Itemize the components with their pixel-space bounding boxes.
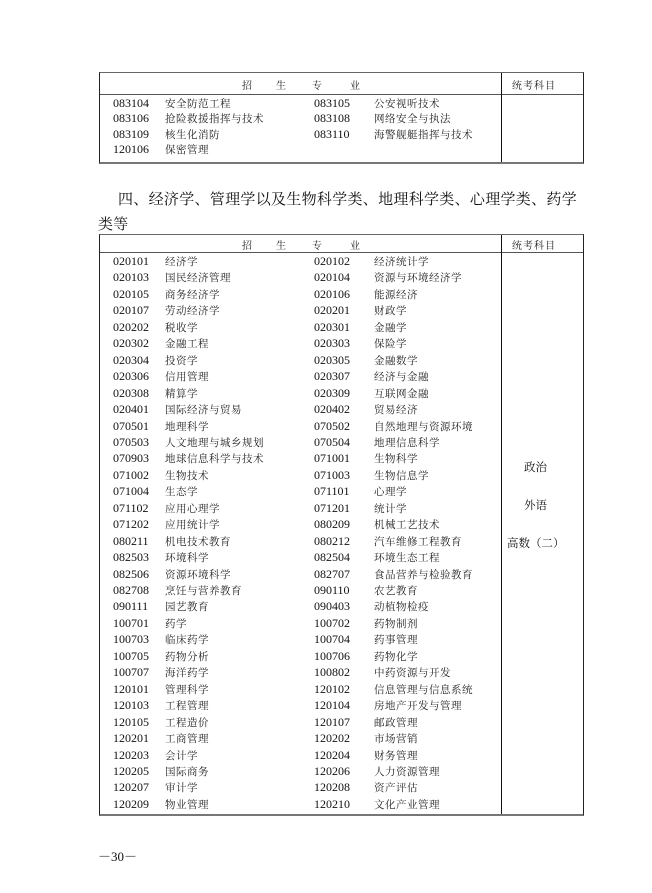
major-name: 机械工艺技术: [374, 519, 440, 532]
major-name: 药学: [165, 617, 187, 630]
table-row: [100, 731, 500, 747]
table-row: [100, 287, 500, 303]
major-name: 海警舰艇指挥与技术: [374, 128, 473, 141]
major-code: 120103: [113, 698, 149, 713]
major-name: 保险学: [374, 338, 407, 351]
table-row: [100, 451, 500, 467]
major-code: 120210: [314, 796, 350, 811]
major-code: 090110: [314, 583, 350, 597]
major-name: 食品营养与检验教育: [374, 568, 473, 581]
table-row: [100, 649, 500, 665]
table-row: [100, 386, 500, 402]
major-name: 应用心理学: [165, 502, 220, 515]
major-name: 机电技术教育: [165, 535, 231, 548]
major-name: 烹饪与营养教育: [165, 585, 242, 597]
major-code: 020402: [314, 402, 350, 417]
major-code: 082708: [113, 583, 149, 597]
major-code: 120206: [314, 763, 350, 778]
major-code: 020303: [314, 336, 350, 351]
major-name: 国民经济管理: [165, 272, 231, 285]
table-row: [100, 468, 500, 484]
major-name: 金融学: [374, 321, 407, 334]
table-row: [100, 402, 500, 418]
subjects-header: 统考科目: [512, 241, 556, 252]
major-name: 园艺教育: [165, 601, 209, 614]
major-name: 能源经济: [374, 288, 418, 301]
table-row: [100, 303, 500, 319]
major-name: 经济学: [165, 256, 198, 268]
major-code: 120203: [113, 747, 149, 762]
major-code: 020105: [113, 286, 149, 301]
table-row: [100, 369, 500, 385]
subject-advanced-math: 高数（二）: [507, 536, 565, 550]
major-name: 贸易经济: [374, 404, 418, 417]
major-code: 100802: [314, 665, 350, 680]
table-row: [100, 698, 500, 714]
major-code: 080211: [113, 533, 149, 548]
table-row: [100, 550, 500, 566]
major-code: 071101: [314, 484, 350, 499]
major-code: 082707: [314, 566, 350, 581]
major-name: 药事管理: [374, 634, 418, 647]
section-heading-line2: 类等: [98, 215, 129, 233]
major-code: 083104: [113, 96, 149, 110]
major-name: 海洋药学: [165, 667, 209, 680]
major-code: 100704: [314, 632, 350, 647]
major-name: 人文地理与城乡规划: [165, 436, 264, 449]
column-divider: [501, 235, 502, 814]
table-row: [100, 567, 500, 583]
subject-politics: 政治: [524, 460, 547, 474]
section-heading-line1: 四、经济学、管理学以及生物科学类、地理科学类、心理学类、药学: [118, 190, 578, 208]
table-row: [100, 748, 500, 764]
major-code: 020103: [113, 270, 149, 285]
major-name: 生物技术: [165, 469, 209, 482]
table-row: [100, 111, 500, 127]
major-name: 汽车维修工程教育: [374, 535, 462, 548]
header-char: 业: [350, 81, 360, 92]
major-name: 公安视听技术: [374, 98, 440, 110]
major-code: 120202: [314, 731, 350, 746]
header-char: 业: [350, 241, 360, 252]
page-number: －30－: [98, 849, 138, 864]
major-code: 120104: [314, 698, 350, 713]
major-name: 投资学: [165, 354, 198, 367]
table-economics-majors: [99, 234, 584, 816]
major-name: 资源与环境经济学: [374, 272, 462, 285]
major-code: 070504: [314, 434, 350, 449]
major-name: 财务管理: [374, 749, 418, 762]
major-code: 071001: [314, 451, 350, 466]
major-code: 020309: [314, 385, 350, 400]
major-code: 100702: [314, 615, 350, 630]
major-code: 083108: [314, 111, 350, 126]
table-header: [100, 73, 583, 95]
major-code: 020107: [113, 303, 149, 318]
major-name: 人力资源管理: [374, 765, 440, 778]
major-name: 网络安全与执法: [374, 113, 451, 126]
major-name: 药物制剂: [374, 617, 418, 630]
major-name: 房地产开发与管理: [374, 700, 462, 713]
major-name: 金融数学: [374, 354, 418, 367]
major-code: 020302: [113, 336, 149, 351]
major-code: 020306: [113, 369, 149, 384]
header-char: 生: [276, 81, 286, 92]
major-code: 120201: [113, 731, 149, 746]
major-code: 070503: [113, 434, 149, 449]
major-name: 财政学: [374, 305, 407, 318]
major-code: 071202: [113, 517, 149, 532]
major-code: 020102: [314, 254, 350, 268]
major-name: 生态学: [165, 486, 198, 499]
major-name: 信用管理: [165, 371, 209, 384]
major-name: 税收学: [165, 321, 198, 334]
table-row: [100, 780, 500, 796]
header-char: 专: [312, 81, 322, 92]
table-row: [100, 599, 500, 615]
major-name: 资产评估: [374, 782, 418, 795]
table-row: [100, 96, 500, 112]
table-row: [100, 682, 500, 698]
major-name: 核生化消防: [165, 128, 220, 141]
major-code: 071003: [314, 467, 350, 482]
major-name: 临床药学: [165, 634, 209, 647]
major-code: 020106: [314, 286, 350, 301]
major-name: 审计学: [165, 782, 198, 795]
major-name: 保密管理: [165, 143, 209, 156]
major-code: 120105: [113, 714, 149, 729]
major-code: 090403: [314, 599, 350, 614]
major-name: 统计学: [374, 502, 407, 515]
table-row: [100, 715, 500, 731]
major-code: 020201: [314, 303, 350, 318]
major-name: 管理科学: [165, 683, 209, 696]
major-code: 120101: [113, 681, 149, 696]
table-row: [100, 616, 500, 632]
major-name: 商务经济学: [165, 288, 220, 301]
major-code: 020301: [314, 319, 350, 334]
table-row: [100, 517, 500, 533]
table-row: [100, 534, 500, 550]
header-char: 专: [312, 241, 322, 252]
table-row: [100, 336, 500, 352]
major-name: 精算学: [165, 387, 198, 400]
major-name: 动植物检疫: [374, 601, 429, 614]
header-char: 生: [276, 241, 286, 252]
major-name: 经济统计学: [374, 256, 429, 268]
major-name: 地理科学: [165, 420, 209, 433]
major-code: 070501: [113, 418, 149, 433]
major-name: 工商管理: [165, 733, 209, 746]
major-code: 071102: [113, 500, 149, 515]
table-row: [100, 270, 500, 286]
major-code: 082504: [314, 550, 350, 565]
major-name: 环境科学: [165, 552, 209, 565]
major-name: 农艺教育: [374, 585, 418, 597]
major-name: 自然地理与资源环境: [374, 420, 473, 433]
major-code: 082506: [113, 566, 149, 581]
table-row: [100, 435, 500, 451]
major-name: 应用统计学: [165, 519, 220, 532]
major-name: 国际经济与贸易: [165, 404, 242, 417]
major-name: 物业管理: [165, 798, 209, 811]
major-code: 080212: [314, 533, 350, 548]
table-row: [100, 665, 500, 681]
subject-foreign-language: 外语: [524, 498, 547, 512]
table-row: [100, 797, 500, 813]
header-char: 招: [242, 241, 252, 252]
subjects-header: 统考科目: [512, 81, 556, 92]
table-security-majors: [99, 72, 584, 164]
table-row: [100, 353, 500, 369]
table-row: [100, 142, 500, 158]
major-code: 100706: [314, 648, 350, 663]
major-code: 083109: [113, 126, 149, 141]
major-name: 生物信息学: [374, 469, 429, 482]
major-code: 020308: [113, 385, 149, 400]
major-name: 药物分析: [165, 650, 209, 663]
major-name: 国际商务: [165, 765, 209, 778]
major-name: 工程管理: [165, 700, 209, 713]
major-name: 工程造价: [165, 716, 209, 729]
major-code: 020304: [113, 352, 149, 367]
major-code: 120208: [314, 780, 350, 795]
major-name: 经济与金融: [374, 371, 429, 384]
major-code: 070502: [314, 418, 350, 433]
major-code: 020401: [113, 402, 149, 417]
table-row: [100, 632, 500, 648]
major-code: 120205: [113, 763, 149, 778]
major-name: 互联网金融: [374, 387, 429, 400]
major-name: 信息管理与信息系统: [374, 683, 473, 696]
header-char: 招: [242, 81, 252, 92]
major-name: 抢险救援指挥与技术: [165, 113, 264, 126]
major-code: 090111: [113, 599, 149, 614]
major-name: 安全防范工程: [165, 98, 231, 110]
table-row: [100, 320, 500, 336]
major-name: 金融工程: [165, 338, 209, 351]
major-code: 020104: [314, 270, 350, 285]
major-code: 100703: [113, 632, 149, 647]
major-code: 082503: [113, 550, 149, 565]
major-code: 120102: [314, 681, 350, 696]
major-name: 环境生态工程: [374, 552, 440, 565]
major-code: 020307: [314, 369, 350, 384]
table-row: [100, 484, 500, 500]
major-code: 120209: [113, 796, 149, 811]
major-code: 071004: [113, 484, 149, 499]
major-name: 邮政管理: [374, 716, 418, 729]
major-name: 劳动经济学: [165, 305, 220, 318]
major-name: 会计学: [165, 749, 198, 762]
major-code: 120207: [113, 780, 149, 795]
table-row: [100, 501, 500, 517]
column-divider: [501, 73, 502, 162]
table-row: [100, 419, 500, 435]
major-code: 020202: [113, 319, 149, 334]
major-code: 100707: [113, 665, 149, 680]
major-name: 药物化学: [374, 650, 418, 663]
major-code: 080209: [314, 517, 350, 532]
major-code: 083110: [314, 126, 350, 141]
table-row: [100, 583, 500, 599]
major-code: 100701: [113, 615, 149, 630]
major-code: 020101: [113, 254, 149, 268]
major-name: 文化产业管理: [374, 798, 440, 811]
major-code: 071201: [314, 500, 350, 515]
major-name: 心理学: [374, 486, 407, 499]
major-code: 020305: [314, 352, 350, 367]
table-row: [100, 127, 500, 143]
major-name: 资源环境科学: [165, 568, 231, 581]
major-name: 市场营销: [374, 733, 418, 746]
major-name: 生物科学: [374, 453, 418, 466]
major-name: 地理信息科学: [374, 436, 440, 449]
table-row: [100, 764, 500, 780]
major-code: 083106: [113, 111, 149, 126]
major-code: 100705: [113, 648, 149, 663]
major-code: 083105: [314, 96, 350, 110]
table-row: [100, 254, 500, 270]
major-code: 071002: [113, 467, 149, 482]
table-header: [100, 235, 583, 253]
major-code: 120107: [314, 714, 350, 729]
major-code: 070903: [113, 451, 149, 466]
major-name: 地球信息科学与技术: [165, 453, 264, 466]
major-code: 120106: [113, 141, 149, 156]
major-name: 中药资源与开发: [374, 667, 451, 680]
major-code: 120204: [314, 747, 350, 762]
